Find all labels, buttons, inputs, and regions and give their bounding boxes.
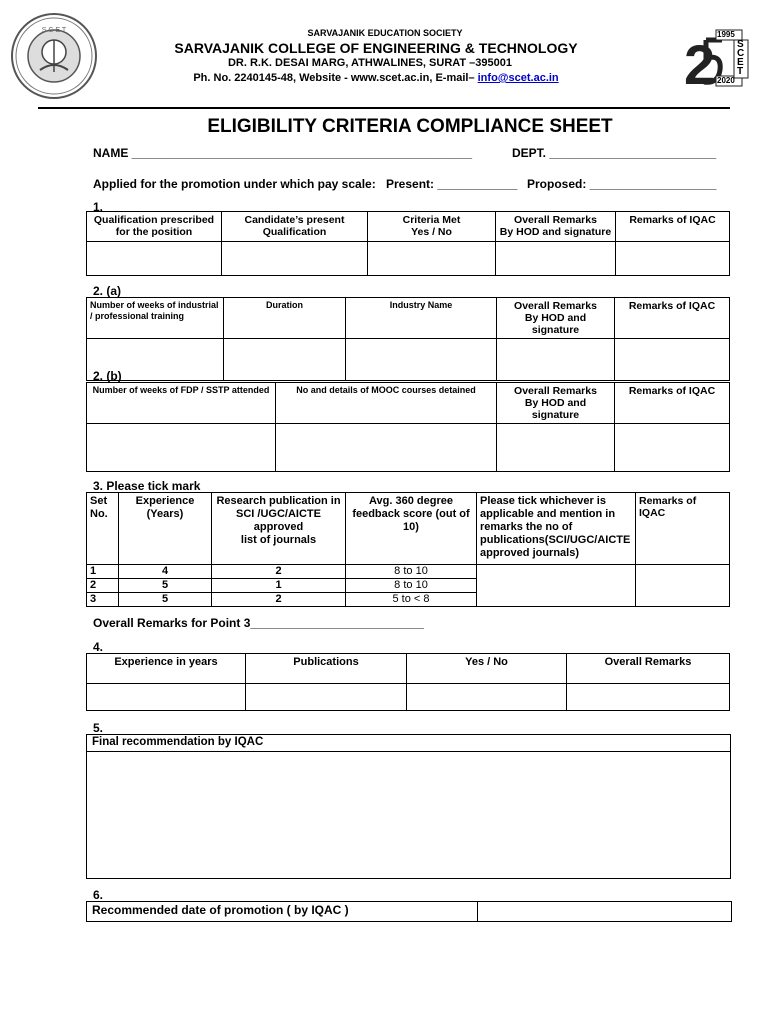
input-candidate-qualification[interactable] (222, 242, 368, 276)
present-label: Present: ____________ (386, 177, 518, 191)
header-overall-remarks-hod: Overall Remarks By HOD and signature (496, 212, 616, 242)
score-cell: 8 to 10 (346, 565, 477, 579)
header-overall-remarks-hod-2a: Overall Remarks By HOD and signature (497, 298, 615, 339)
college-seal-logo (10, 12, 98, 100)
section-2b-number: 2. (b) (93, 369, 122, 383)
tick-mark-table (86, 492, 730, 607)
input-qualification-prescribed[interactable] (87, 242, 222, 276)
experience-cell: 5 (119, 593, 212, 607)
input-remarks-iqac[interactable] (616, 242, 730, 276)
header-overall-remarks-hod-2b: Overall Remarks By HOD and signature (497, 383, 615, 424)
input-fdp-weeks[interactable] (87, 424, 276, 472)
input-publications[interactable] (246, 684, 407, 711)
svg-text:2: 2 (684, 33, 716, 90)
input-duration[interactable] (224, 339, 346, 381)
input-remarks-iqac-2b[interactable] (615, 424, 730, 472)
experience-publications-table (86, 653, 730, 711)
input-criteria-met[interactable] (368, 242, 496, 276)
email-link[interactable]: info@scet.ac.in (477, 72, 559, 84)
input-overall-remarks-hod-2a[interactable] (497, 339, 615, 381)
header-publications: Publications (246, 654, 407, 684)
input-remarks-iqac-3[interactable] (636, 565, 730, 607)
logo-letter-e: E (737, 57, 744, 68)
set-no-cell: 1 (87, 565, 119, 579)
dept-field-label: DEPT. _________________________ (512, 146, 717, 160)
header-feedback-score: Avg. 360 degree feedback score (out of 10) (346, 493, 477, 565)
logo-letter-s: S (737, 39, 744, 50)
input-yes-no[interactable] (407, 684, 567, 711)
section-5-number: 5. (93, 721, 104, 735)
header-candidate-qualification: Candidate’s present Qualification (222, 212, 368, 242)
section-4-number: 4. (93, 640, 104, 654)
header-criteria-met: Criteria Met Yes / No (368, 212, 496, 242)
section-3-number: 3. Please tick mark (93, 479, 201, 493)
contact-line (0, 72, 752, 84)
publications-cell: 2 (212, 565, 346, 579)
input-mooc-details[interactable] (276, 424, 497, 472)
svg-text:S C E T: S C E T (41, 27, 67, 34)
header-set-no: Set No. (87, 493, 119, 565)
input-experience-years[interactable] (87, 684, 246, 711)
proposed-label: Proposed: ___________________ (527, 177, 717, 191)
header-remarks-iqac: Remarks of IQAC (616, 212, 730, 242)
society-name: SARVAJANIK EDUCATION SOCIETY (307, 28, 463, 38)
section-6-number: 6. (93, 888, 104, 902)
header-remarks-iqac-2b: Remarks of IQAC (615, 383, 730, 424)
logo-letter-t: T (737, 66, 744, 77)
overall-remarks-point3: Overall Remarks for Point 3__________________________ (93, 616, 424, 630)
input-overall-remarks-4[interactable] (567, 684, 730, 711)
header-industry-name: Industry Name (346, 298, 497, 339)
experience-cell: 5 (119, 579, 212, 593)
header-remarks-iqac-3: Remarks of IQAC (636, 493, 730, 565)
experience-cell: 4 (119, 565, 212, 579)
page-title: ELIGIBILITY CRITERIA COMPLIANCE SHEET (207, 116, 613, 137)
section-1-number: 1. (93, 200, 104, 214)
set-no-cell: 3 (87, 593, 119, 607)
publications-cell: 1 (212, 579, 346, 593)
input-tick-publications[interactable] (477, 565, 636, 607)
header-duration: Duration (224, 298, 346, 339)
name-field-label: NAME ___________________________________________________ (93, 146, 473, 160)
header-tick-instruction: Please tick whichever is applicable and mention in remarks the no of publications(SCI/UGC/AICTE approved journals) (477, 493, 636, 565)
fdp-mooc-table (86, 382, 730, 472)
header-remarks-iqac-2a: Remarks of IQAC (615, 298, 730, 339)
applied-label: Applied for the promotion under which pay scale: (93, 177, 376, 191)
set-no-cell: 2 (87, 579, 119, 593)
header-yes-no: Yes / No (407, 654, 567, 684)
header-overall-remarks-4: Overall Remarks (567, 654, 730, 684)
recommended-date-table (86, 901, 732, 922)
section-2a-number: 2. (a) (93, 284, 122, 298)
final-recommendation-input[interactable] (87, 752, 731, 879)
header-qualification-prescribed: Qualification prescribed for the position (87, 212, 222, 242)
college-name: SARVAJANIK COLLEGE OF ENGINEERING & TECHNOLOGY (174, 40, 578, 56)
header-mooc-details: No and details of MOOC courses detained (276, 383, 497, 424)
header-fdp-weeks: Number of weeks of FDP / SSTP attended (87, 383, 276, 424)
header-experience-years: Experience in years (87, 654, 246, 684)
industrial-training-table (86, 297, 730, 381)
recommended-date-input[interactable] (478, 902, 732, 922)
college-address: DR. R.K. DESAI MARG, ATHWALINES, SURAT –395001 (227, 57, 512, 69)
score-cell: 8 to 10 (346, 579, 477, 593)
header-divider (38, 107, 730, 109)
final-recommendation-table (86, 734, 731, 879)
input-overall-remarks-hod-2b[interactable] (497, 424, 615, 472)
input-industry-name[interactable] (346, 339, 497, 381)
qualification-table (86, 211, 730, 276)
header-experience: Experience (Years) (119, 493, 212, 565)
input-overall-remarks-hod[interactable] (496, 242, 616, 276)
contact-text: Ph. No. 2240145-48, Website - www.scet.ac.in, E-mail– (193, 72, 478, 84)
score-cell: 5 to < 8 (346, 593, 477, 607)
publications-cell: 2 (212, 593, 346, 607)
header-weeks-industrial: Number of weeks of industrial / professional training (87, 298, 224, 339)
input-remarks-iqac-2a[interactable] (615, 339, 730, 381)
logo-letter-c: C (737, 48, 745, 59)
logo-year-end: 2020 (717, 76, 735, 85)
header-research-publication: Research publication in SCI /UGC/AICTE approved list of journals (212, 493, 346, 565)
recommended-date-label: Recommended date of promotion ( by IQAC ) (87, 902, 478, 922)
logo-year-start: 1995 (717, 30, 735, 39)
final-recommendation-label: Final recommendation by IQAC (87, 735, 731, 752)
table-row (87, 565, 730, 579)
